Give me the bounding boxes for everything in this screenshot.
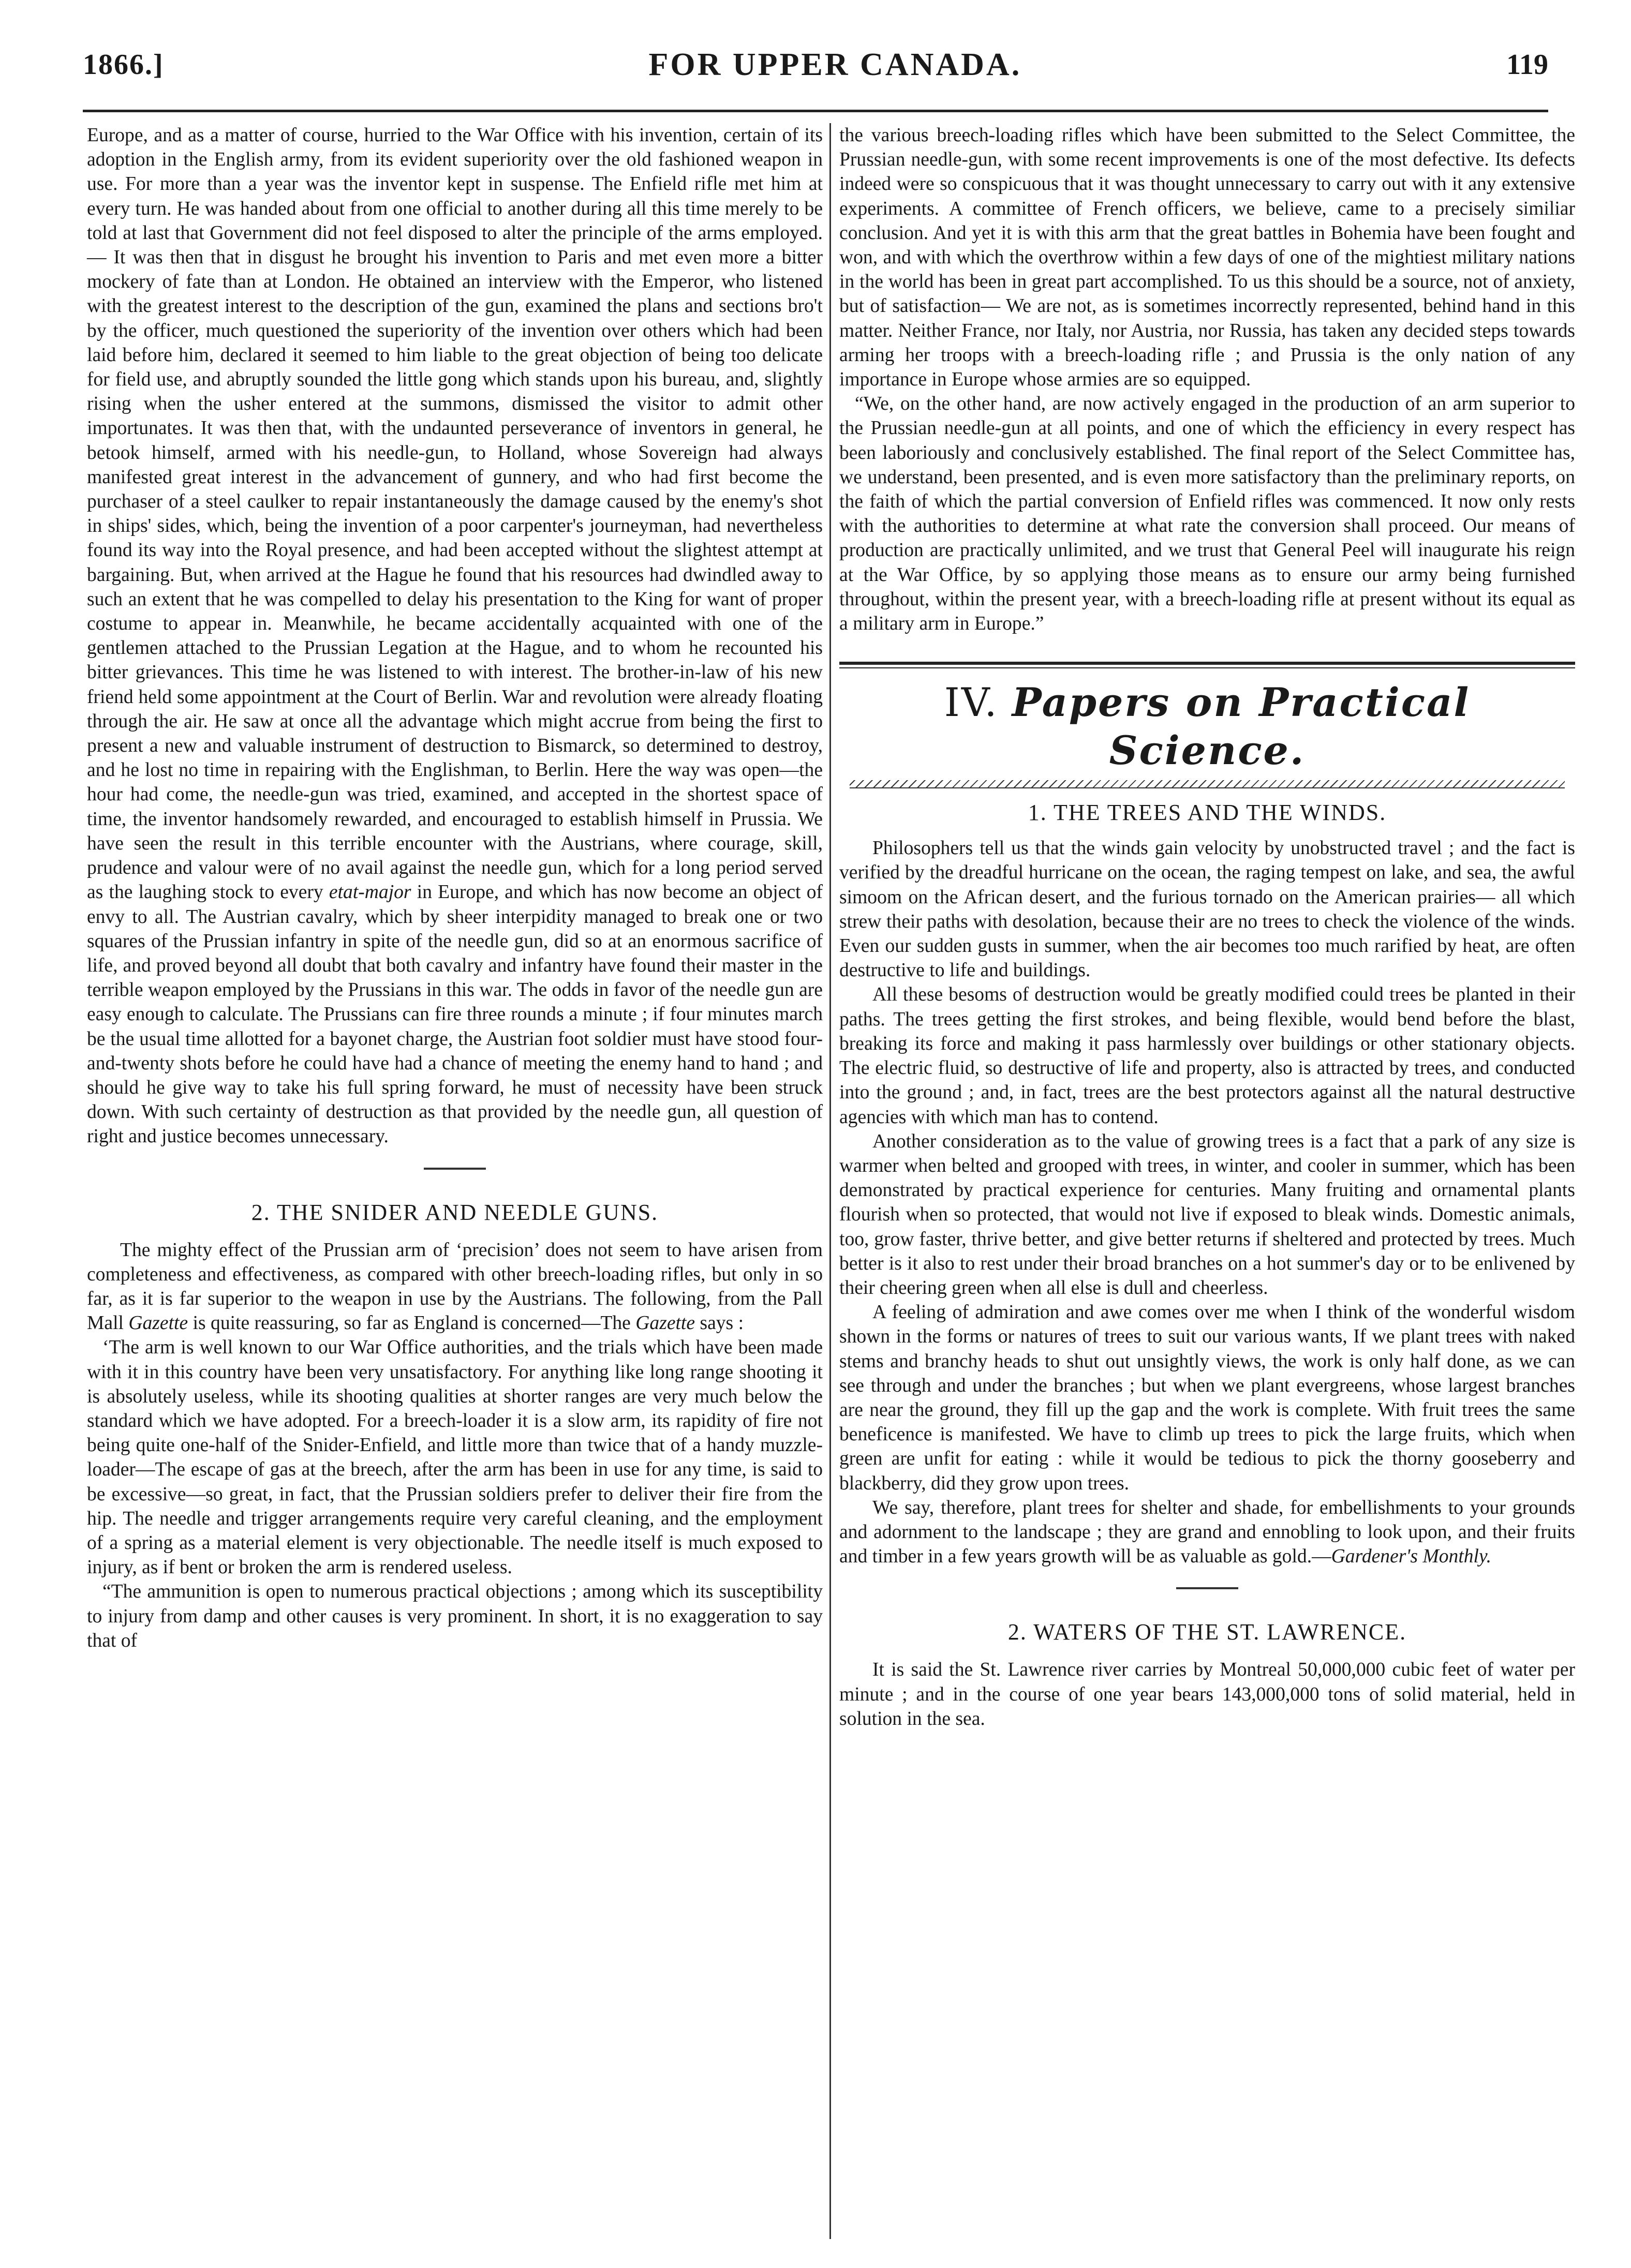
trees-paragraph-3: Another consideration as to the value of growing trees is a fact that a park of any size is warmer when belted and grooped with trees, in winter, and cooler in summer, which has been demonstrated by practical experience for centuries. Many fruiting and ornamental plants flourish when so protected, that would not live if exposed to bleak winds. Domestic animals, too, grow faster, thrive better, and give better returns if sheltered and protected by trees. Much better is it also to rest under their broad branches on a hot summer's day or to be enlivened by their cheering green when all else is dull and cheerless. bbox=[839, 1130, 1575, 1299]
ornamental-rule bbox=[850, 780, 1565, 788]
breech-loading-paragraph: the various breech-loading rifles which have been submitted to the Select Committee, the Prussian needle-gun, with some recent improvements is one of the most defective. Its defects indeed were so conspicuous that it was thought unnecessary to carry out with it any extensive experiments. A committee of French officers, we believe, came to a precisely similiar conclusion. And yet it is with this arm that the great battles in Bohemia have been fought and won, and with which the overthrow within a few days of one of the mightiest military nations in the world has been in great part accomplished. To us this should be a source, not of anxiety, but of satisfaction— We are not, as is sometimes incorrectly represented, behind hand in this matter. Neither France, nor Italy, nor Austria, nor Russia, has taken any decided steps towards arming her troops with a breech-loading rifle ; and Prussia is the only nation of any importance in Europe whose armies are so equipped. bbox=[839, 125, 1575, 391]
left-column bbox=[87, 123, 823, 1653]
paragraph-text: The mighty effect of the Prussian arm of ‘precision’ does not seem to have arisen from completeness and effectiveness, as compared with other breech-loading rifles, but only in so far, as it is far superior to the weapon in use by the Austrians. The following, from the Pall Mall bbox=[87, 1239, 823, 1334]
article-heading-st-lawrence: 2. WATERS OF THE ST. LAWRENCE. bbox=[1007, 1619, 1407, 1645]
paragraph-text: says : bbox=[695, 1312, 744, 1334]
ammunition-paragraph: “The ammunition is open to numerous practical objections ; among which its susceptibility to injury from damp and other causes is very prominent. In short, it is no exaggeration to say that of bbox=[87, 1581, 823, 1651]
production-paragraph: “We, on the other hand, are now actively engaged in the production of an arm superior to the Prussian needle-gun at all points, and one of which the efficiency in every respect has been laboriously and conclusively established. The final report of the Select Committee has, we understand, been presented, and is even more satisfactory than the preliminary reports, on the faith of which the partial conversion of Enfield rifles was commenced. It now only rests with the authorities to determine at what rate the conversion shall proceed. Our means of production are practically unlimited, and we trust that General Peel will inaugurate his reign at the War Office, by so applying those means as to ensure our army being furnished throughout, within the present year, with a breech-loading rifle at present without its equal as a military arm in Europe.” bbox=[839, 393, 1575, 635]
trees-paragraph-5 bbox=[839, 1496, 1575, 1569]
needle-gun-history-paragraph bbox=[87, 123, 823, 1149]
header-rule bbox=[83, 110, 1548, 112]
section-heading bbox=[839, 679, 1575, 775]
section-separator bbox=[424, 1168, 486, 1170]
st-lawrence-paragraph: It is said the St. Lawrence river carries by Montreal 50,000,000 cubic feet of water per minute ; and in the course of one year bears 143,000,000 tons of solid material, held in solution in the sea. bbox=[839, 1659, 1575, 1729]
running-head-title: FOR UPPER CANADA. bbox=[648, 47, 1022, 82]
trees-paragraph-2: All these besoms of destruction would be greatly modified could trees be planted in their paths. The trees getting the first strokes, and being flexible, would bend before the blast, breaking its force and making it pass harmlessly over buildings or other stationary objects. The electric fluid, so destructive of life and property, also is attracted by trees, and conducted into the ground ; and, in fact, trees are the best protectors against all the natural destructive agencies with which man has to contend. bbox=[839, 984, 1575, 1128]
section-numeral: IV. bbox=[944, 679, 999, 726]
trees-paragraph-4: A feeling of admiration and awe comes over me when I think of the wonderful wisdom shown in the forms or natures of trees to suit our various wants, If we plant trees with naked stems and branchy heads to shut out unsightly views, the work is only half done, as we can see through and under the branches ; but when we plant evergreens, whose largest branches are near the ground, they fill up the gap and the work is complete. With fruit trees the same beneficence is manifested. We have to climb up trees to pick the large fruits, which when green are unfit for eating : while it would be tedious to pick the thorny gooseberry and blackberry, did they grow upon trees. bbox=[839, 1302, 1575, 1494]
paragraph-text: We say, therefore, plant trees for shelter and shade, for embellishments to your grounds and adornment to the landscape ; they are grand and ennobling to look upon, and their fruits and timber in a few years growth will be as valuable as gold.— bbox=[839, 1497, 1575, 1568]
article-heading-snider: 2. THE SNIDER AND NEEDLE GUNS. bbox=[251, 1199, 659, 1225]
paragraph-text: in Europe, and which has now become an object of envy to all. The Austrian cavalry, which by sheer interpidity managed to break one or two squares of the Prussian infantry in spite of the needle gun, did so at an enormous sacrifice of life, and proved beyond all doubt that both cavalry and infantry have found their master in the terrible weapon employed by the Prussians in this war. The odds in favor of the needle gun are easy enough to calculate. The Prussians can fire three rounds a minute ; if four minutes march be the usual time allotted for a bayonet charge, the Austrian foot soldier must have stood four-and-twenty shots before he could have had a chance of meeting the enemy hand to hand ; and should he give way to take his full spring forward, he must of necessity have been struck down. With such certainty of destruction as that provided by the needle gun, all question of right and justice becomes unnecessary. bbox=[87, 882, 823, 1147]
section-double-rule bbox=[839, 662, 1575, 668]
column-divider bbox=[829, 123, 831, 2239]
paragraph-text: is quite reassuring, so far as England is concerned—The bbox=[188, 1312, 636, 1334]
emphasis-text: etat-major bbox=[329, 882, 411, 903]
section-separator bbox=[1176, 1587, 1238, 1589]
article-heading-trees: 1. THE TREES AND THE WINDS. bbox=[1028, 800, 1387, 826]
running-head bbox=[83, 31, 1548, 98]
emphasis-text: Gazette bbox=[635, 1312, 695, 1334]
trees-paragraph-1: Philosophers tell us that the winds gain velocity by unobstructed travel ; and the fact is verified by the dreadful hurricane on the ocean, the raging tempest on lake, and sea, the awful simoom on the African desert, and the furious tornado on the American prairies— all which strew their paths with desolation, because their are no trees to check the violence of the winds. Even our sudden gusts in summer, when the air becomes too much rarified by heat, are often destructive to life and buildings. bbox=[839, 838, 1575, 981]
emphasis-text: Gazette bbox=[128, 1312, 188, 1334]
right-column bbox=[839, 123, 1575, 1731]
source-attribution: Gardener's Monthly. bbox=[1331, 1546, 1491, 1568]
page-number: 119 bbox=[1506, 49, 1548, 81]
section-title: Papers on Practical Science. bbox=[1012, 679, 1471, 774]
snider-intro-paragraph bbox=[87, 1238, 823, 1336]
running-head-year: 1866.] bbox=[83, 49, 164, 81]
paragraph-text: Europe, and as a matter of course, hurried to the War Office with his invention, certain of its adoption in the English army, from its evident superiority over the old fashioned weapon in use. For more than a year was the inventor kept in suspense. The Enfield rifle met him at every turn. He was handed about from one official to another during all this time merely to be told at last that Government did not feel disposed to alter the principle of the arms employed.— It was then that in disgust he brought his invention to Paris and met even more a bitter mockery of fate than at London. He obtained an interview with the Emperor, who listened with the greatest interest to the description of the gun, examined the plans and sections bro't by the officer, much questioned the superiority of the invention over others which had been laid before him, declared it seemed to him liable to the great objection of being too delicate for field use, and abruptly sounded the little gong which stands upon his bureau, and, slightly rising when the usher entered at the summons, dismissed the visitor to admit other importunates. It was then that, with the undaunted perseverance of inventors in general, he betook himself, armed with his needle-gun, to Holland, whose Sovereign had always manifested great interest in the advancement of gunnery, and who had first become the purchaser of a steel caulker to repair instantaneously the damage caused by the enemy's shot in ships' sides, which, being the invention of a poor carpenter's journeyman, had nevertheless found its way into the Royal presence, and had been accepted without the slightest attempt at bargaining. But, when arrived at the Hague he found that his resources had dwindled away to such an extent that he was compelled to delay his presentation to the King for want of proper costume to appear in. Meanwhile, he became accidentally acquainted with one of the gentlemen attached to the Prussian Legation at the Hague, and to whom he recounted his bitter grievances. This time he was listened to with interest. The brother-in-law of his new friend held some appointment at the Court of Berlin. War and revolution were already floating through the air. He saw at once all the advantage which might accrue from being the first to present a new and valuable instrument of destruction to Bismarck, so determined to destroy, and he lost no time in repairing with the Englishman, to Berlin. Here the way was open—the hour had come, the needle-gun was tried, examined, and accepted in the shortest space of time, the inventor handsomely rewarded, and encouraged to establish himself in Prussia. We have seen the result in this terrible encounter with the Austrians, where courage, skill, prudence and valour were of no avail against the needle gun, which for a long period served as the laughing stock to every bbox=[87, 125, 823, 903]
gazette-quote-paragraph: ‘The arm is well known to our War Office authorities, and the trials which have been made with it in this country have been very unsatisfactory. For anything like long range shooting it is absolutely useless, while its shooting qualities at shorter ranges are very much below the standard which we have adopted. For a breech-loader it is a slow arm, its rapidity of fire not being quite one-half of the Snider-Enfield, and little more than twice that of a handy muzzle-loader—The escape of gas at the breech, after the arm has been in use for any time, is said to be excessive—so great, in fact, that the Prussian soldiers prefer to deliver their fire from the hip. The needle and trigger arrangements require very careful cleaning, and the employment of a spring as a material element is very objectionable. The needle itself is much exposed to injury, as if bent or broken the arm is rendered useless. bbox=[87, 1337, 823, 1578]
